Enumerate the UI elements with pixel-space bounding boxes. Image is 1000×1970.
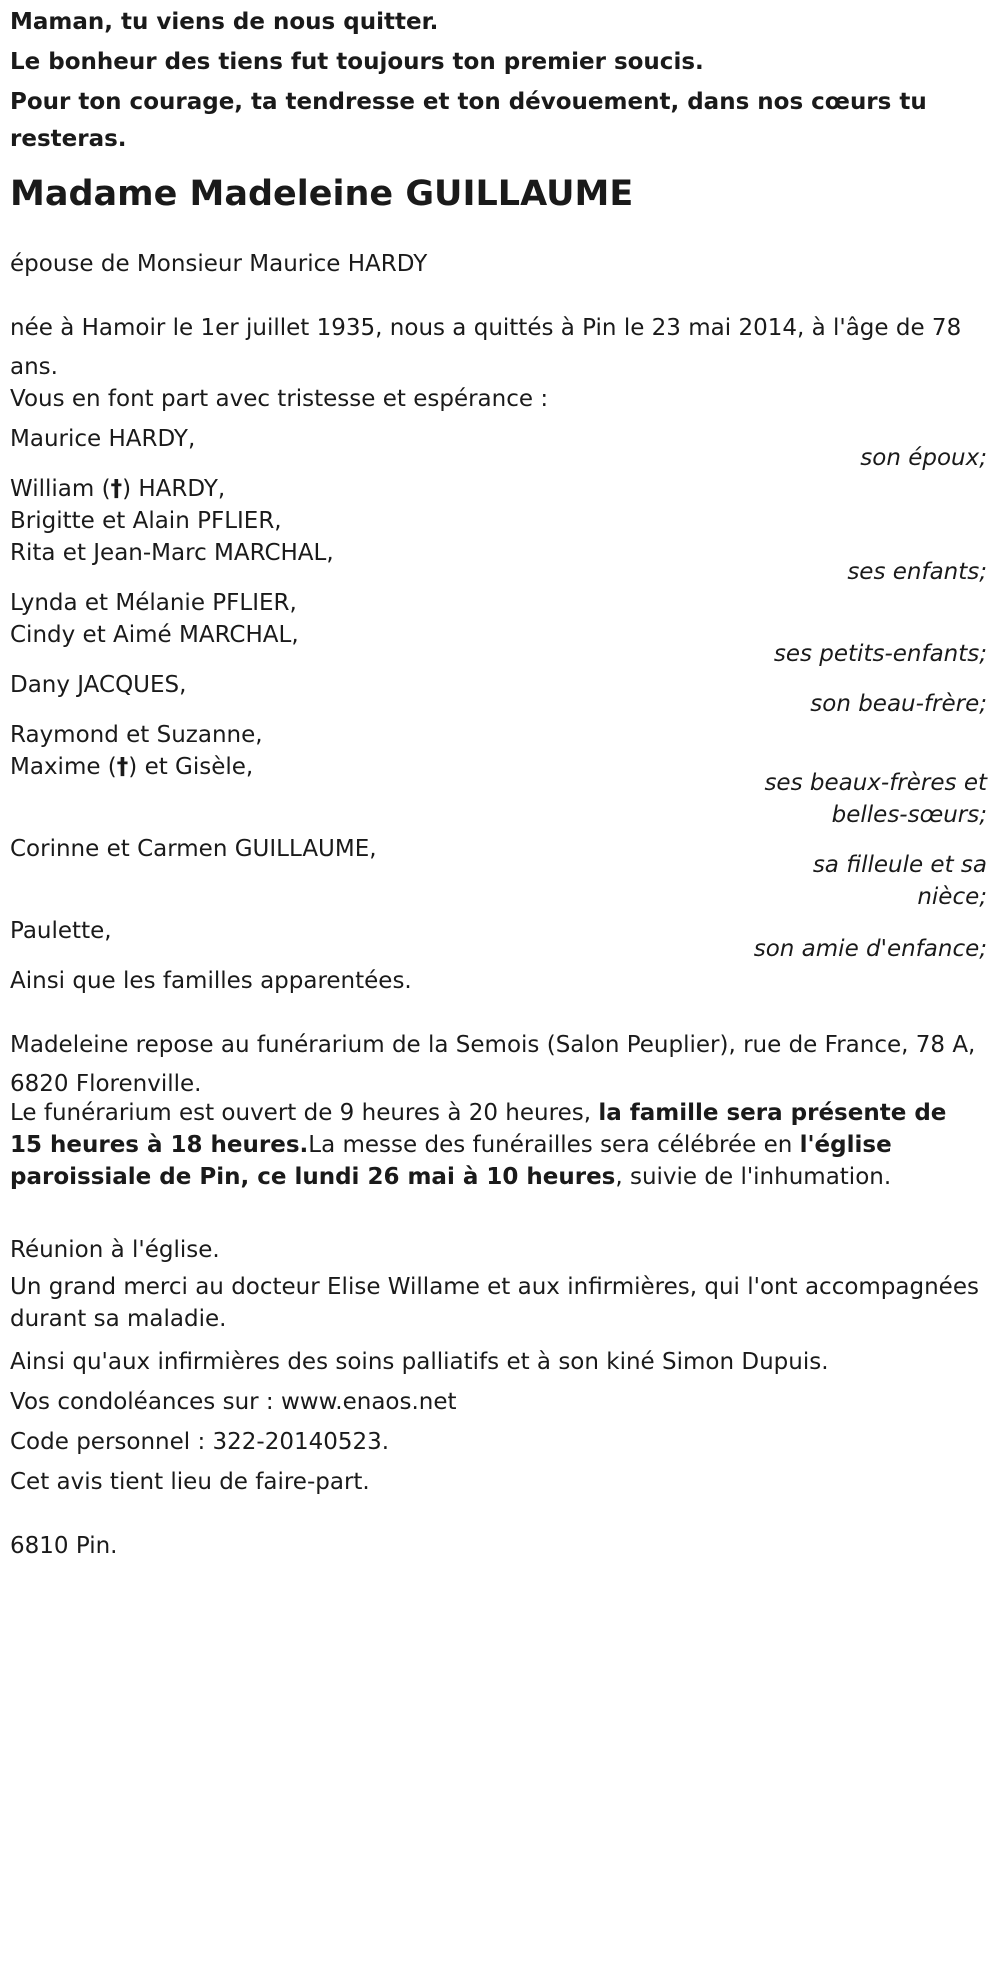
thanks-nurses: Ainsi qu'aux infirmières des soins palliatifs et à son kiné Simon Dupuis. xyxy=(10,1349,829,1375)
family-child-3: Rita et Jean-Marc MARCHAL, xyxy=(10,540,334,566)
family-inlaws-role: ses beaux-frères et belles-sœurs; xyxy=(764,770,987,828)
family-grandchild-2: Cindy et Aimé MARCHAL, xyxy=(10,622,299,648)
mass-outro: , suivie de l'inhumation. xyxy=(615,1164,892,1190)
poem-line-1: Maman, tu viens de nous quitter. xyxy=(10,9,439,35)
rest-place: Madeleine repose au funérarium de la Semois (Salon Peuplier), rue de France, 78 A, 6820 Florenville. xyxy=(10,1032,976,1097)
inlaws2-last: ) et Gisèle, xyxy=(128,754,254,780)
funeral-hours-paragraph xyxy=(10,1097,985,1193)
family-inlaws-2 xyxy=(10,748,253,786)
family-inlaws-1: Raymond et Suzanne, xyxy=(10,722,263,748)
notice-text: Cet avis tient lieu de faire-part. xyxy=(10,1469,370,1495)
family-child-2: Brigitte et Alain PFLIER, xyxy=(10,508,282,534)
deceased-name: Madame Madeleine GUILLAUME xyxy=(10,174,634,214)
family-friend-role: son amie d'enfance; xyxy=(753,936,987,962)
family-grandchild-1: Lynda et Mélanie PFLIER, xyxy=(10,590,297,616)
spouse-line: épouse de Monsieur Maurice HARDY xyxy=(10,251,428,277)
mass-intro: La messe des funérailles sera célébrée en xyxy=(308,1132,800,1158)
address: 6810 Pin. xyxy=(10,1533,118,1559)
child1-first: William ( xyxy=(10,476,111,502)
personal-code: Code personnel : 322-20140523. xyxy=(10,1429,390,1455)
family-goddaughter-role: sa filleule et sa nièce; xyxy=(812,852,987,910)
family-spouse-role: son époux; xyxy=(860,445,987,471)
family-spouse-name: Maurice HARDY, xyxy=(10,426,196,452)
family-brother-in-law: Dany JACQUES, xyxy=(10,672,187,698)
child1-last: ) HARDY, xyxy=(122,476,226,502)
family-goddaughter: Corinne et Carmen GUILLAUME, xyxy=(10,836,377,862)
family-brother-in-law-role: son beau-frère; xyxy=(810,691,987,717)
hours-family-present: la famille sera présente de 15 heures à 18 heures. xyxy=(10,1100,947,1158)
condolences-website: Vos condoléances sur : www.enaos.net xyxy=(10,1389,457,1415)
family-friend: Paulette, xyxy=(10,918,112,944)
thanks-doctor: Un grand merci au docteur Elise Willame et aux infirmières, qui l'ont accompagnées durant sa maladie. xyxy=(10,1274,979,1332)
poem-line-3: Pour ton courage, ta tendresse et ton dévouement, dans nos cœurs tu resteras. xyxy=(10,89,927,152)
cross-icon: † xyxy=(110,476,123,502)
family-grandchildren-role: ses petits-enfants; xyxy=(773,641,987,667)
cross-icon: † xyxy=(116,754,129,780)
mass-location: l'église paroissiale de Pin, ce lundi 26 mai à 10 heures xyxy=(10,1132,892,1190)
poem-line-2: Le bonheur des tiens fut toujours ton premier soucis. xyxy=(10,49,704,75)
hours-intro: Le funérarium est ouvert de 9 heures à 20 heures, xyxy=(10,1100,599,1126)
birth-death-text: née à Hamoir le 1er juillet 1935, nous a quittés à Pin le 23 mai 2014, à l'âge de 78 ans. xyxy=(10,315,962,380)
family-children-role: ses enfants; xyxy=(847,559,987,585)
meeting-info: Réunion à l'église. xyxy=(10,1237,220,1263)
related-families: Ainsi que les familles apparentées. xyxy=(10,968,412,994)
inlaws2-first: Maxime ( xyxy=(10,754,117,780)
announce-intro: Vous en font part avec tristesse et espérance : xyxy=(10,386,549,412)
